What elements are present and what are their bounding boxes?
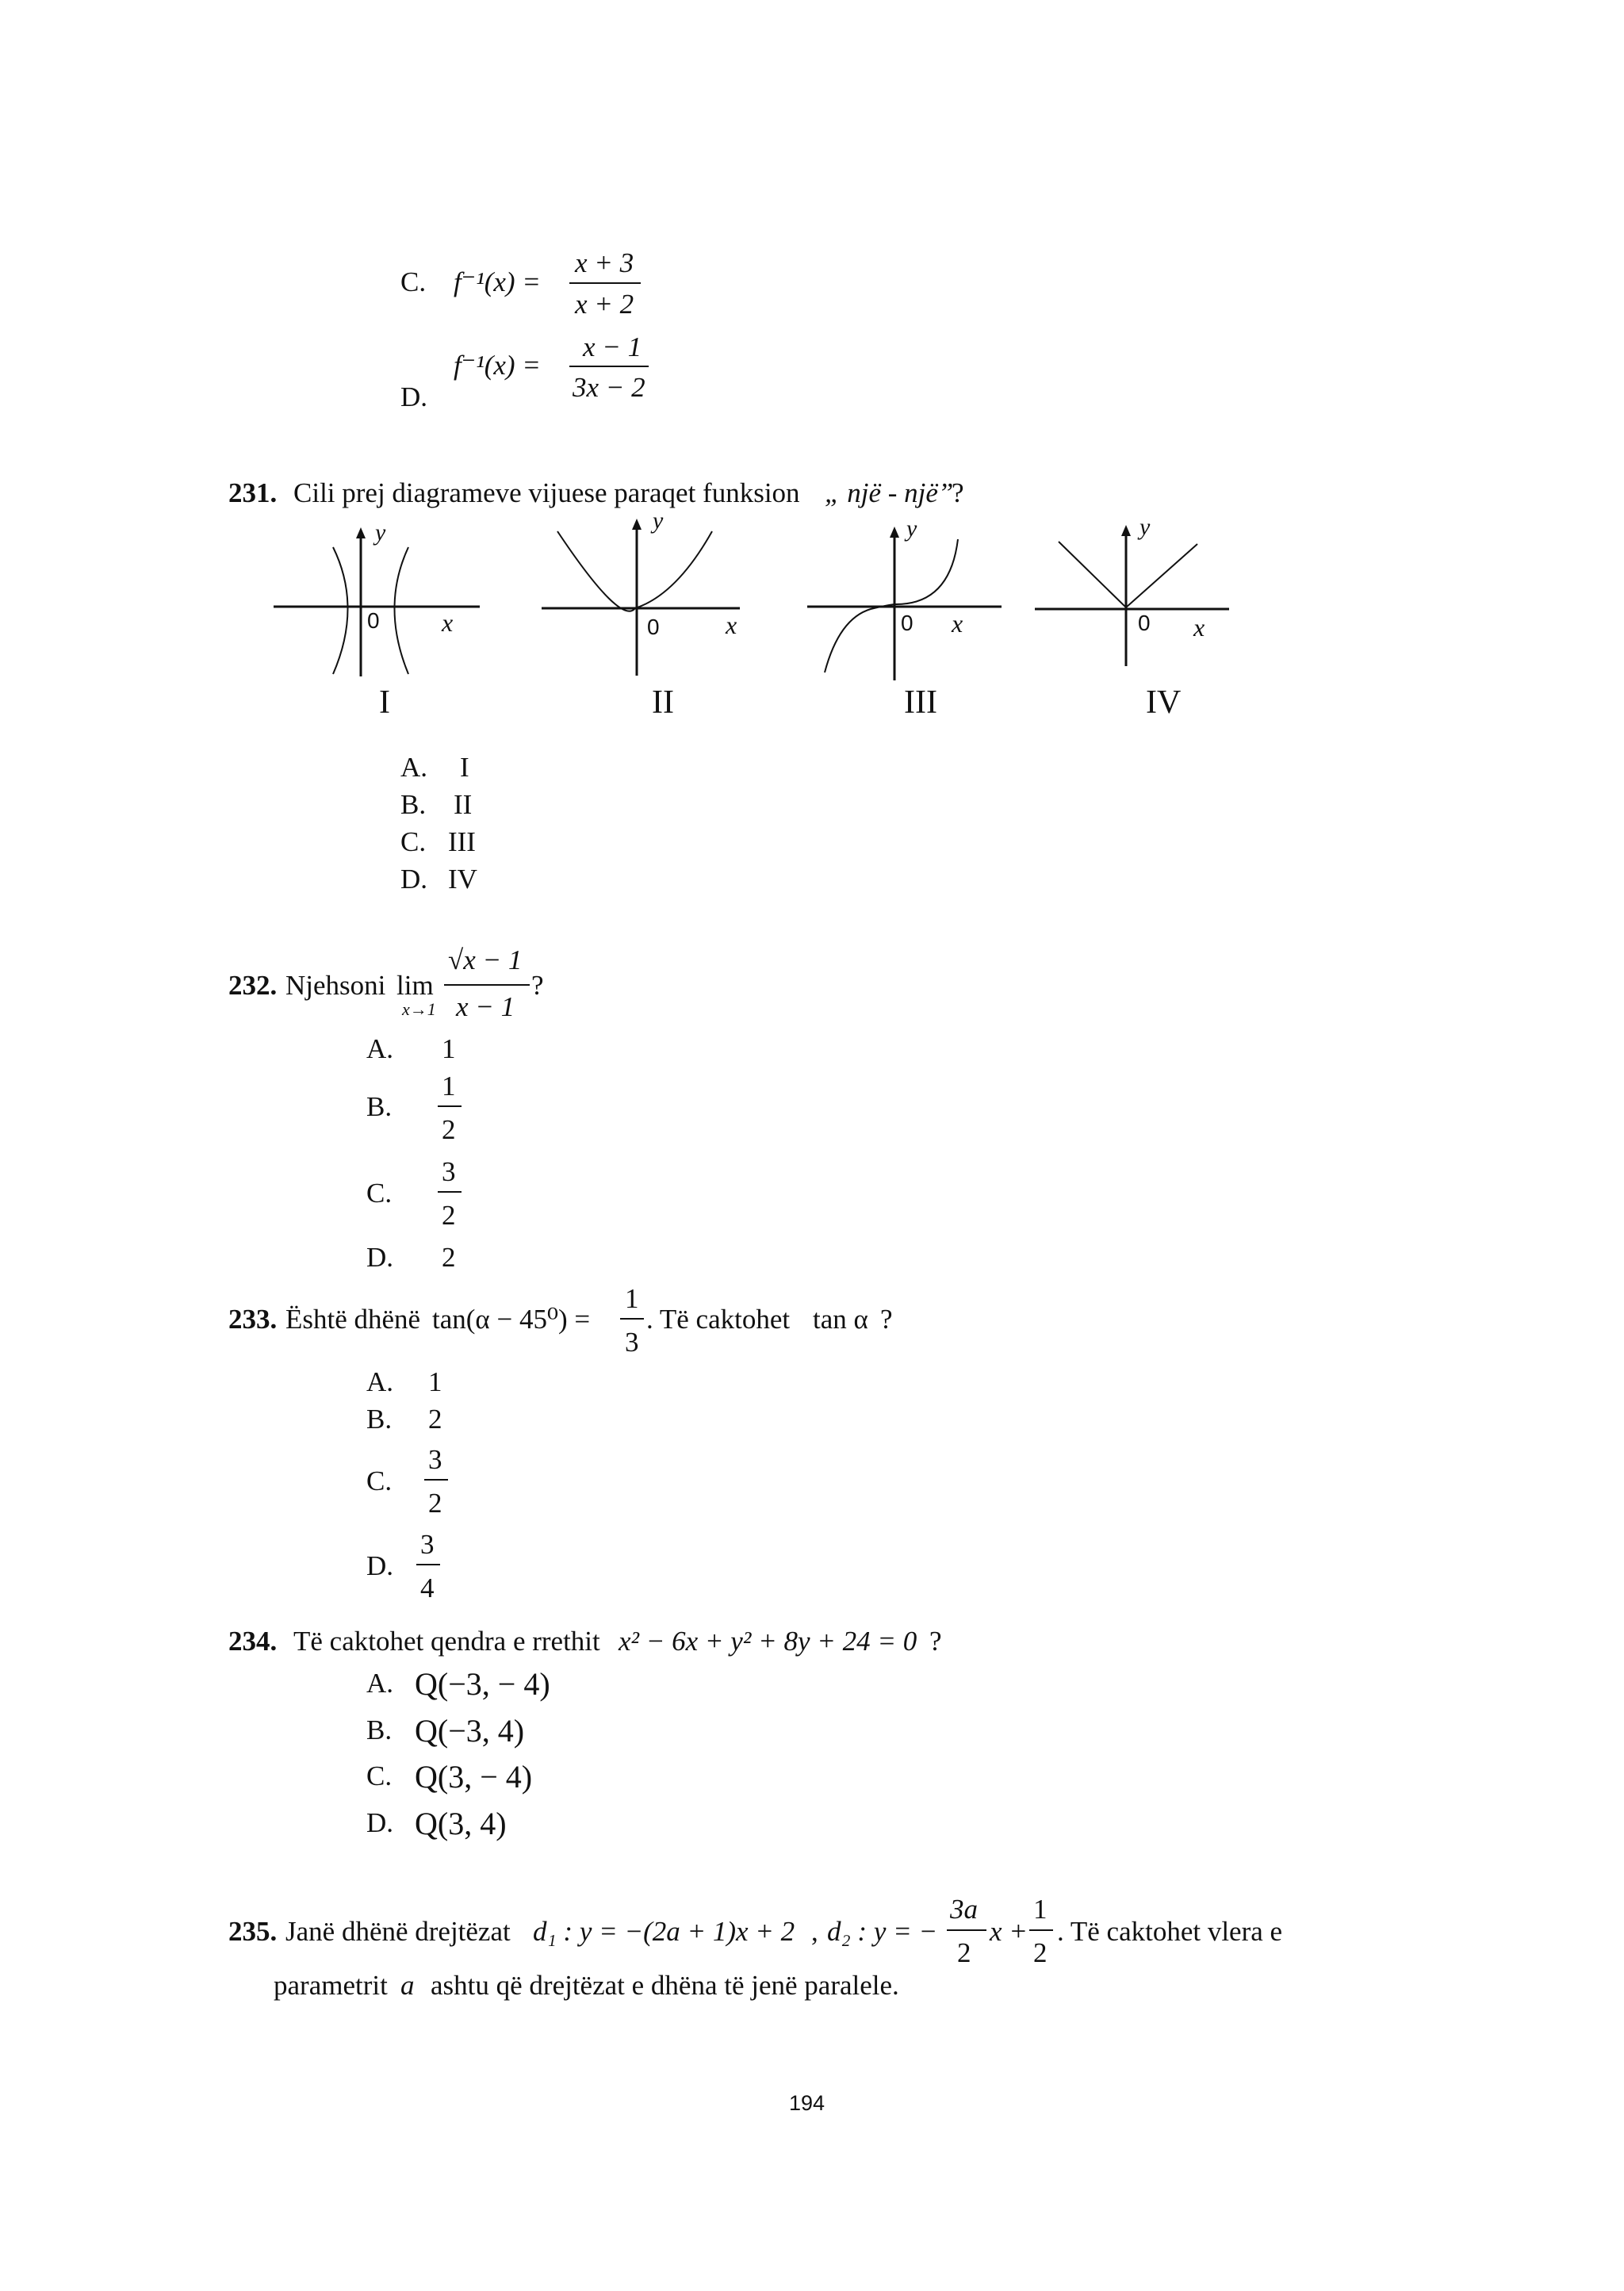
fraction-numerator: x − 1 (583, 331, 642, 362)
option-d-value: IV (448, 864, 477, 895)
fraction-numerator: 3a (950, 1894, 978, 1925)
line-d1-equation: d₁ : y = −(2a + 1)x + 2 (533, 1916, 795, 1947)
option-b-label: B. (366, 1091, 393, 1122)
option-a-label: A. (366, 1033, 394, 1064)
tan-expression: tan(α − 45⁰) = (432, 1304, 591, 1335)
fraction-numerator: 1 (625, 1283, 639, 1314)
question-text-2: . Të caktohet (646, 1304, 791, 1335)
graph-IV (1035, 514, 1249, 680)
option-a-label: A. (366, 1668, 394, 1699)
x-axis-label: x (952, 609, 963, 638)
y-axis-label: y (1139, 514, 1151, 540)
question-text-2: . Të caktohet vlera e (1057, 1916, 1283, 1947)
option-b-value: 2 (428, 1404, 442, 1435)
graph-II (542, 508, 756, 678)
graph-III-roman: III (904, 684, 937, 721)
question-end: ? (880, 1304, 893, 1335)
fraction-denominator: 2 (957, 1937, 971, 1968)
question-number: 235. (228, 1916, 278, 1947)
question-text: Janë dhënë drejtëzat (285, 1916, 511, 1947)
line-d2-lhs: d₂ : y = − (827, 1916, 938, 1947)
option-a-value: 1 (442, 1033, 456, 1064)
option-b-label: B. (400, 789, 427, 820)
question-number: 234. (228, 1626, 278, 1657)
y-axis-label: y (653, 508, 664, 534)
quoted-term: „ një - një” (825, 477, 954, 508)
graph-III (807, 515, 1021, 682)
parameter-a: a (400, 1970, 415, 2001)
origin-label: 0 (367, 608, 380, 633)
option-c-den: 2 (442, 1200, 456, 1231)
question-number: 232. (228, 970, 278, 1001)
fraction-numerator: 1 (1033, 1894, 1048, 1925)
question-number: 231. (228, 477, 278, 508)
separator: , (811, 1916, 818, 1947)
question-end: ? (531, 970, 544, 1001)
graph-I-roman: I (379, 684, 390, 721)
fraction-bar (438, 1105, 462, 1107)
question-number: 233. (228, 1304, 278, 1335)
x-axis-label: x (726, 611, 737, 639)
option-d-label: D. (366, 1242, 394, 1273)
fraction-denominator: 3x − 2 (573, 372, 645, 403)
option-label: C. (400, 266, 427, 297)
fraction-numerator: √x − 1 (448, 944, 523, 975)
x-axis-label: x (1193, 613, 1205, 642)
option-d-num: 3 (420, 1529, 435, 1560)
option-d-value: Q(3, 4) (415, 1806, 507, 1841)
fraction-bar (438, 1191, 462, 1193)
y-axis-label: y (906, 515, 917, 542)
question-text: Është dhënë (285, 1304, 421, 1335)
fraction-bar (424, 1479, 448, 1481)
option-b-num: 1 (442, 1071, 456, 1101)
option-a-label: A. (366, 1366, 394, 1397)
option-c-num: 3 (442, 1156, 456, 1187)
graph-I (274, 519, 488, 678)
question-text: Cili prej diagrameve vijuese paraqet funksion (293, 477, 800, 508)
inverse-function-lhs: f⁻¹(x) = (454, 350, 541, 381)
option-a-value: 1 (428, 1366, 442, 1397)
limit-operator: lim (396, 970, 434, 1001)
tan-alpha: tan α (813, 1304, 868, 1335)
option-c-label: C. (366, 1178, 393, 1209)
option-b-label: B. (366, 1404, 393, 1435)
fraction-bar (569, 282, 641, 284)
graph-II-roman: II (652, 684, 674, 721)
option-a-label: A. (400, 752, 428, 783)
question-line2-a: parametrit (274, 1970, 388, 2001)
circle-equation: x² − 6x + y² + 8y + 24 = 0 (619, 1626, 917, 1657)
fraction-denominator: x + 2 (575, 289, 634, 320)
graph-II-plot (542, 508, 756, 678)
option-b-den: 2 (442, 1114, 456, 1145)
origin-label: 0 (901, 611, 914, 635)
option-c-label: C. (366, 1465, 393, 1496)
option-d-label: D. (400, 864, 428, 895)
question-end: ? (929, 1626, 942, 1657)
question-line2-b: ashtu që drejtëzat e dhëna të jenë paralele. (431, 1970, 899, 2001)
option-d-den: 4 (420, 1573, 435, 1603)
option-d-label: D. (366, 1550, 394, 1581)
fraction-bar (416, 1564, 440, 1565)
fraction-denominator: 3 (625, 1327, 639, 1358)
fraction-denominator: 2 (1033, 1937, 1048, 1968)
graph-IV-roman: IV (1146, 684, 1182, 721)
option-c-label: C. (366, 1760, 393, 1791)
option-c-num: 3 (428, 1444, 442, 1475)
option-b-label: B. (366, 1714, 393, 1745)
option-c-label: C. (400, 826, 427, 857)
option-d-value: 2 (442, 1242, 456, 1273)
line-d2-mid: x + (990, 1916, 1028, 1947)
option-c-value: III (448, 826, 476, 857)
question-text: Të caktohet qendra e rrethit (293, 1626, 600, 1657)
limit-subscript: x→1 (402, 999, 436, 1019)
fraction-bar (444, 984, 530, 986)
page-number: 194 (789, 2091, 825, 2115)
option-a-value: Q(−3, − 4) (415, 1666, 550, 1702)
option-a-value: I (460, 752, 469, 783)
fraction-numerator: x + 3 (575, 247, 634, 278)
fraction-bar (620, 1318, 644, 1320)
option-b-value: Q(−3, 4) (415, 1713, 525, 1749)
fraction-bar (1029, 1929, 1053, 1931)
option-d-label: D. (366, 1807, 394, 1838)
fraction-bar (947, 1929, 986, 1931)
question-end: ? (952, 477, 964, 508)
y-axis-label: y (375, 519, 386, 546)
inverse-function-lhs: f⁻¹(x) = (454, 266, 541, 297)
fraction-bar (569, 366, 649, 367)
x-axis-label: x (442, 608, 454, 637)
option-c-value: Q(3, − 4) (415, 1759, 533, 1795)
option-b-value: II (454, 789, 473, 820)
origin-label: 0 (1138, 611, 1151, 635)
option-label: D. (400, 381, 428, 412)
option-c-den: 2 (428, 1488, 442, 1519)
question-text: Njehsoni (285, 970, 386, 1001)
origin-label: 0 (647, 615, 660, 639)
fraction-denominator: x − 1 (456, 991, 515, 1022)
